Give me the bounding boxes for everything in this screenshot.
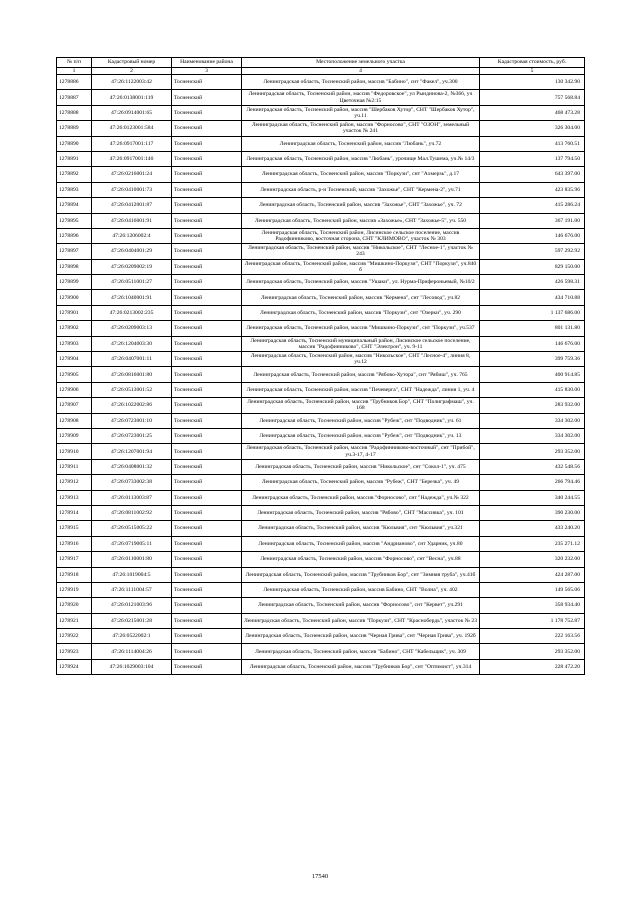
table-row [57, 336, 585, 351]
cadastral-cost-cell: 434 710.88 [480, 290, 585, 305]
table-row [57, 75, 585, 90]
location-cell: Ленинградская область, Тосненский район, массив "Никольское", СНТ "Лесное-1", участок № 243 [242, 244, 480, 259]
table-row [57, 413, 585, 428]
cadastral-cost-cell: 283 932.00 [480, 398, 585, 413]
cadastral-number-cell: 47:26:0410001:73 [92, 182, 172, 197]
district-name-cell: Тосненский [172, 490, 242, 505]
table-row [57, 582, 585, 597]
district-name-cell: Тосненский [172, 582, 242, 597]
location-cell: Ленинградская область, Тосненский район, массив "Андрианово", снт Ударник, уч.80 [242, 536, 480, 551]
location-cell: Ленинградская область, Тосненский район, массив "Захожье", СНТ "Захожье", уч. 72 [242, 198, 480, 213]
location-cell: Ленинградская область, Тосненский район, массив "Трубников Бор", снт "Зимняя труба", уч.41б [242, 567, 480, 582]
district-name-cell: Тосненский [172, 613, 242, 628]
district-name-cell: Тосненский [172, 382, 242, 397]
district-name-cell: Тосненский [172, 598, 242, 613]
district-name-cell: Тосненский [172, 644, 242, 659]
location-cell: Ленинградская область, Тосненский район, массив "Радофинниково-восточный", снт "Прибой", уч.3-17, 4-17 [242, 444, 480, 459]
cadastral-cost-cell: 390 230.00 [480, 505, 585, 520]
location-cell: Ленинградская область, Тосненский район, массив "Любань", урочище Мал.Тушема, уч.№ 14/3 [242, 151, 480, 166]
cadastral-cost-cell: 829 150.00 [480, 259, 585, 274]
row-number-cell: 1278888 [57, 105, 92, 120]
district-name-cell: Тосненский [172, 521, 242, 536]
table-row [57, 352, 585, 367]
location-cell: Ленинградская область, Тосненский район, массив "Кермена", снт "Лесовод", уч.82 [242, 290, 480, 305]
cadastral-cost-cell: 643 397.00 [480, 167, 585, 182]
cadastral-number-cell: 47:26:0209002:19 [92, 259, 172, 274]
table-row [57, 213, 585, 228]
district-name-cell: Тосненский [172, 398, 242, 413]
cadastral-number-cell: 47:26:1206002:4 [92, 228, 172, 243]
row-number-cell: 1278912 [57, 475, 92, 490]
district-name-cell: Тосненский [172, 213, 242, 228]
table-row [57, 321, 585, 336]
cadastral-number-cell: 47:26:0404001:29 [92, 244, 172, 259]
location-cell: Ленинградская область, Тосненский район, массив "Форносово", снт "Кервет", уч.291 [242, 598, 480, 613]
table-row [57, 259, 585, 274]
cadastral-number-cell: 47:26:0121003:96 [92, 598, 172, 613]
location-cell: Ленинградская область, Тосненский район, массив "Трубников Бор", снт "Оптимист", уч.314 [242, 659, 480, 674]
location-cell: Ленинградская область, Тосненский район, массив "Рябово-Хутора", снт "Рябиш", уч. 765 [242, 367, 480, 382]
table-header-row [57, 58, 585, 68]
row-number-cell: 1278904 [57, 352, 92, 367]
cadastral-cost-cell: 399 759.36 [480, 352, 585, 367]
location-cell: Ленинградская область, Тосненский район, массив "Ушаки", ул. Нурма-Прифероньевый, №10/2 [242, 275, 480, 290]
cadastral-number-cell: 47:26:0215001:28 [92, 613, 172, 628]
location-cell: Ленинградская область, Тосненский район, массив "Трубников Бор", СНТ "Полиграфмаш", уч. 168 [242, 398, 480, 413]
row-number-cell: 1278919 [57, 582, 92, 597]
table-row [57, 490, 585, 505]
cadastral-number-cell: 47:26:1029003:104 [92, 659, 172, 674]
table-row [57, 629, 585, 644]
cadastral-number-cell: 47:26:1022002:86 [92, 398, 172, 413]
row-number-cell: 1278906 [57, 382, 92, 397]
cadastral-cost-cell: 334 302.00 [480, 428, 585, 443]
cadastral-cost-cell: 432 548.56 [480, 459, 585, 474]
cadastral-number-cell: 47:26:0209003:13 [92, 321, 172, 336]
cadastral-cost-cell: 415 286.24 [480, 198, 585, 213]
row-number-cell: 1278897 [57, 244, 92, 259]
cadastral-cost-cell: 293 352.00 [480, 644, 585, 659]
cadastral-cost-cell: 468 473.28 [480, 105, 585, 120]
cadastral-number-cell: 47:26:1204003:30 [92, 336, 172, 351]
table-row [57, 90, 585, 105]
district-name-cell: Тосненский [172, 336, 242, 351]
table-row [57, 475, 585, 490]
table-row [57, 290, 585, 305]
cadastral-cost-cell: 433 240.20 [480, 521, 585, 536]
location-cell: Ленинградская область, р-н Тосненский, массив "Захожье", СНТ "Кермена-2", уч.71 [242, 182, 480, 197]
table-row [57, 382, 585, 397]
district-name-cell: Тосненский [172, 105, 242, 120]
column-number: 5 [480, 68, 585, 75]
cadastral-number-cell: 47:26:0723001:10 [92, 413, 172, 428]
cadastral-cost-cell: 146 676.00 [480, 336, 585, 351]
cadastral-number-cell: 47:26:1207001:94 [92, 444, 172, 459]
location-cell: Ленинградская область, Тосненский район, массив "Рубеж", снт "Подводник", уч. 13 [242, 428, 480, 443]
table-row [57, 275, 585, 290]
table-row [57, 521, 585, 536]
row-number-cell: 1278909 [57, 428, 92, 443]
cadastral-cost-cell: 326 304.00 [480, 121, 585, 136]
row-number-cell: 1278898 [57, 259, 92, 274]
table-row [57, 398, 585, 413]
location-cell: Ленинградская область, Тосненский район, массив "Рубеж", СНТ "Березка", уч. 49 [242, 475, 480, 490]
header-row-number: № п/п [57, 58, 92, 68]
location-cell: Ленинградская область, Тосненский район, массив "Форносово", снт "Надежда", уч.№ 322 [242, 490, 480, 505]
cadastral-cost-cell: 413 760.51 [480, 136, 585, 151]
table-row [57, 367, 585, 382]
table-row [57, 567, 585, 582]
row-number-cell: 1278913 [57, 490, 92, 505]
cadastral-cost-cell: 130 342.90 [480, 75, 585, 90]
location-cell: Ленинградская область, Тосненский район, массив "Шербаков Хутор", СНТ "Шербаков Хутор", уч.11 [242, 105, 480, 120]
cadastral-number-cell: 47:26:0811002:92 [92, 505, 172, 520]
cadastral-number-cell: 47:26:0719005:11 [92, 536, 172, 551]
district-name-cell: Тосненский [172, 198, 242, 213]
table-row [57, 459, 585, 474]
row-number-cell: 1278895 [57, 213, 92, 228]
location-cell: Ленинградская область, Тосненский район, массив "Никольское", СНТ "Лесное-4", линия 8, уч.12 [242, 352, 480, 367]
district-name-cell: Тосненский [172, 167, 242, 182]
cadastral-cost-cell: 597 292.92 [480, 244, 585, 259]
table-row [57, 244, 585, 259]
table-row [57, 659, 585, 674]
table-row [57, 151, 585, 166]
column-number: 2 [92, 68, 172, 75]
cadastral-number-cell: 47:26:1122003:42 [92, 75, 172, 90]
district-name-cell: Тосненский [172, 121, 242, 136]
cadastral-number-cell: 47:26:0723001:25 [92, 428, 172, 443]
cadastral-number-cell: 47:26:0511001:27 [92, 275, 172, 290]
district-name-cell: Тосненский [172, 552, 242, 567]
row-number-cell: 1278896 [57, 228, 92, 243]
cadastral-cost-cell: 293 352.00 [480, 444, 585, 459]
row-number-cell: 1278886 [57, 75, 92, 90]
cadastral-cost-cell: 426 598.31 [480, 275, 585, 290]
cadastral-number-cell: 47:26:0110001:80 [92, 552, 172, 567]
row-number-cell: 1278891 [57, 151, 92, 166]
location-cell: Ленинградская область, Тосненский район, массив "Форносово", СНТ "ОЗОН", земельный участок № 241 [242, 121, 480, 136]
location-cell: Ленинградская область, Тосненский район, массив "Любань", уч.72 [242, 136, 480, 151]
row-number-cell: 1278899 [57, 275, 92, 290]
district-name-cell: Тосненский [172, 459, 242, 474]
table-row [57, 182, 585, 197]
location-cell: Ленинградская область, Тосненский район, массив «Захожье», СНТ "Захожье-5", уч. 550 [242, 213, 480, 228]
table-row [57, 136, 585, 151]
column-number: 3 [172, 68, 242, 75]
row-number-cell: 1278922 [57, 629, 92, 644]
table-row [57, 552, 585, 567]
district-name-cell: Тосненский [172, 244, 242, 259]
table-row [57, 105, 585, 120]
row-number-cell: 1278907 [57, 398, 92, 413]
location-cell: Ленинградская область, Тосненский район, массив "Кюльвия", снт "Кюльвия", уч.321 [242, 521, 480, 536]
table-body [57, 75, 585, 675]
cadastral-number-cell: 47:26:1111004:57 [92, 582, 172, 597]
column-number: 4 [242, 68, 480, 75]
district-name-cell: Тосненский [172, 151, 242, 166]
table-row [57, 613, 585, 628]
table-row [57, 305, 585, 320]
table-row [57, 228, 585, 243]
cadastral-cost-cell: 334 302.00 [480, 413, 585, 428]
district-name-cell: Тосненский [172, 505, 242, 520]
row-number-cell: 1278890 [57, 136, 92, 151]
header-location: Местоположение земельного участка [242, 58, 480, 68]
district-name-cell: Тосненский [172, 367, 242, 382]
district-name-cell: Тосненский [172, 182, 242, 197]
cadastral-cost-cell: 266 794.46 [480, 475, 585, 490]
cadastral-number-cell: 47:26:0412001:87 [92, 198, 172, 213]
table-row [57, 428, 585, 443]
cadastral-cost-cell: 146 676.00 [480, 228, 585, 243]
cadastral-cost-cell: 228 472.20 [480, 659, 585, 674]
cadastral-number-cell: 47:26:0123001:584 [92, 121, 172, 136]
row-number-cell: 1278915 [57, 521, 92, 536]
district-name-cell: Тосненский [172, 428, 242, 443]
cadastral-cost-cell: 423 835.96 [480, 182, 585, 197]
location-cell: Ленинградская область, Тосненский район, массив "Федоровское", ул Рындинова-2, №366, уч Цветочная №2:15 [242, 90, 480, 105]
cadastral-number-cell: 47:26:0138001:119 [92, 90, 172, 105]
row-number-cell: 1278917 [57, 552, 92, 567]
row-number-cell: 1278901 [57, 305, 92, 320]
location-cell: Ленинградская область, Тосненский район, массив "Поркузи", снт "Озерки", уч. 290 [242, 305, 480, 320]
table-row [57, 644, 585, 659]
table-row [57, 536, 585, 551]
cadastral-cost-cell: 358 934.40 [480, 598, 585, 613]
location-cell: Ленинградская область, Тосненский район, массив "Рубеж", снт "Подводник", уч. 61 [242, 413, 480, 428]
row-number-cell: 1278887 [57, 90, 92, 105]
cadastral-number-cell: 47:26:0216001:24 [92, 167, 172, 182]
district-name-cell: Тосненский [172, 629, 242, 644]
row-number-cell: 1278924 [57, 659, 92, 674]
header-cadastral-cost: Кадастровая стоимость, руб. [480, 58, 585, 68]
location-cell: Ленинградская область, Тосненский район, массив "Рябово", СНТ "Массивка", уч. 101 [242, 505, 480, 520]
district-name-cell: Тосненский [172, 321, 242, 336]
cadastral-table-container [56, 57, 584, 675]
row-number-cell: 1278923 [57, 644, 92, 659]
cadastral-number-cell: 47:26:0917001:117 [92, 136, 172, 151]
location-cell: Ленинградская область, Тосненский район, Лисинское сельское поселение, массив Радофинниково, восточная сторона, СНТ "КЛИМОВО", участок № 303 [242, 228, 480, 243]
row-number-cell: 1278914 [57, 505, 92, 520]
cadastral-number-cell: 47:26:1019004:5 [92, 567, 172, 582]
district-name-cell: Тосненский [172, 90, 242, 105]
district-name-cell: Тосненский [172, 290, 242, 305]
row-number-cell: 1278893 [57, 182, 92, 197]
cadastral-number-cell: 47:26:0522002:1 [92, 629, 172, 644]
district-name-cell: Тосненский [172, 275, 242, 290]
cadastral-number-cell: 47:26:1114004:26 [92, 644, 172, 659]
row-number-cell: 1278900 [57, 290, 92, 305]
row-number-cell: 1278902 [57, 321, 92, 336]
district-name-cell: Тосненский [172, 75, 242, 90]
cadastral-number-cell: 47:26:0113003:87 [92, 490, 172, 505]
column-numbers-row [57, 68, 585, 75]
cadastral-cost-cell: 801 131.80 [480, 321, 585, 336]
location-cell: Ленинградская область, Тосненский район, массив Бабино, СНТ "Волна", уч. 402 [242, 582, 480, 597]
column-number: 1 [57, 68, 92, 75]
cadastral-number-cell: 47:26:0917001:140 [92, 151, 172, 166]
cadastral-cost-cell: 1 137 686.00 [480, 305, 585, 320]
district-name-cell: Тосненский [172, 228, 242, 243]
cadastral-cost-cell: 137 794.50 [480, 151, 585, 166]
row-number-cell: 1278916 [57, 536, 92, 551]
district-name-cell: Тосненский [172, 259, 242, 274]
location-cell: Ленинградская область, Тосненский район, массив "Печеверга", СНТ "Надежда", линия 1, уч. 4 [242, 382, 480, 397]
cadastral-number-cell: 47:26:0515005:22 [92, 521, 172, 536]
table-row [57, 444, 585, 459]
cadastral-cost-cell: 340 244.55 [480, 490, 585, 505]
table-row [57, 167, 585, 182]
header-cadastral-number: Кадастровый номер [92, 58, 172, 68]
location-cell: Ленинградская область, Тосненский район, массив "Форносово", снт "Весна", уч.88 [242, 552, 480, 567]
cadastral-number-cell: 47:26:0408001:32 [92, 459, 172, 474]
district-name-cell: Тосненский [172, 305, 242, 320]
location-cell: Ленинградская область, Тосненский район, массив "Черная Грива", снт "Черная Грива", уч. 192б [242, 629, 480, 644]
row-number-cell: 1278905 [57, 367, 92, 382]
cadastral-number-cell: 47:26:0513001:52 [92, 382, 172, 397]
row-number-cell: 1278910 [57, 444, 92, 459]
row-number-cell: 1278894 [57, 198, 92, 213]
cadastral-cost-cell: 757 568.84 [480, 90, 585, 105]
cadastral-cost-cell: 415 830.00 [480, 382, 585, 397]
location-cell: Ленинградская область, Тосненский район, массив "Никольское", снт "Сокол-1", уч. 475 [242, 459, 480, 474]
district-name-cell: Тосненский [172, 444, 242, 459]
cadastral-cost-cell: 320 232.00 [480, 552, 585, 567]
cadastral-cost-cell: 235 271.12 [480, 536, 585, 551]
table-row [57, 598, 585, 613]
location-cell: Ленинградская область, Тосненский район, массив "Мишкино-Поркузи", СНТ "Поркузи", уч.840 б [242, 259, 480, 274]
cadastral-number-cell: 47:26:0213002:235 [92, 305, 172, 320]
location-cell: Ленинградская область, Тосненский район, массив "Поркузи", снт "Ахмерзь", д.17 [242, 167, 480, 182]
location-cell: Ленинградская область, Тосненский район, массив "Мишкино-Поркузи", снт "Поркузи", уч.537 [242, 321, 480, 336]
row-number-cell: 1278892 [57, 167, 92, 182]
cadastral-number-cell: 47:26:0733002:38 [92, 475, 172, 490]
row-number-cell: 1278908 [57, 413, 92, 428]
cadastral-number-cell: 47:26:0416001:91 [92, 213, 172, 228]
district-name-cell: Тосненский [172, 536, 242, 551]
page-number: 17540 [311, 873, 329, 880]
location-cell: Ленинградская область, Тосненский район, массив "Бабино", СНТ "Кабельщик", уч. 309 [242, 644, 480, 659]
cadastral-value-table [56, 57, 585, 675]
table-row [57, 198, 585, 213]
district-name-cell: Тосненский [172, 475, 242, 490]
district-name-cell: Тосненский [172, 659, 242, 674]
location-cell: Ленинградская область, Тосненский муниципальный район, Лисинское сельское поселение, массив "Радофинниково", СНТ "Электрон", уч. 9-11 [242, 336, 480, 351]
cadastral-cost-cell: 149 565.06 [480, 582, 585, 597]
row-number-cell: 1278903 [57, 336, 92, 351]
cadastral-cost-cell: 367 191.00 [480, 213, 585, 228]
district-name-cell: Тосненский [172, 567, 242, 582]
district-name-cell: Тосненский [172, 413, 242, 428]
cadastral-number-cell: 47:26:0914001:65 [92, 105, 172, 120]
row-number-cell: 1278921 [57, 613, 92, 628]
district-name-cell: Тосненский [172, 352, 242, 367]
location-cell: Ленинградская область, Тосненский район, массив "Бабино", снт "Факел", уч.300 [242, 75, 480, 90]
cadastral-cost-cell: 400 914.85 [480, 367, 585, 382]
header-district-name: Наименование района [172, 58, 242, 68]
table-row [57, 505, 585, 520]
row-number-cell: 1278911 [57, 459, 92, 474]
cadastral-number-cell: 47:26:0816001:80 [92, 367, 172, 382]
district-name-cell: Тосненский [172, 136, 242, 151]
location-cell: Ленинградская область, Тосненский район, массив "Поркузи", СНТ "Краснобердь", участок № 23 [242, 613, 480, 628]
cadastral-number-cell: 47:26:1040001:91 [92, 290, 172, 305]
cadastral-number-cell: 47:26:0407001:11 [92, 352, 172, 367]
cadastral-cost-cell: 1 178 752.87 [480, 613, 585, 628]
row-number-cell: 1278889 [57, 121, 92, 136]
cadastral-cost-cell: 222 163.56 [480, 629, 585, 644]
table-row [57, 121, 585, 136]
row-number-cell: 1278918 [57, 567, 92, 582]
row-number-cell: 1278920 [57, 598, 92, 613]
cadastral-cost-cell: 424 287.00 [480, 567, 585, 582]
